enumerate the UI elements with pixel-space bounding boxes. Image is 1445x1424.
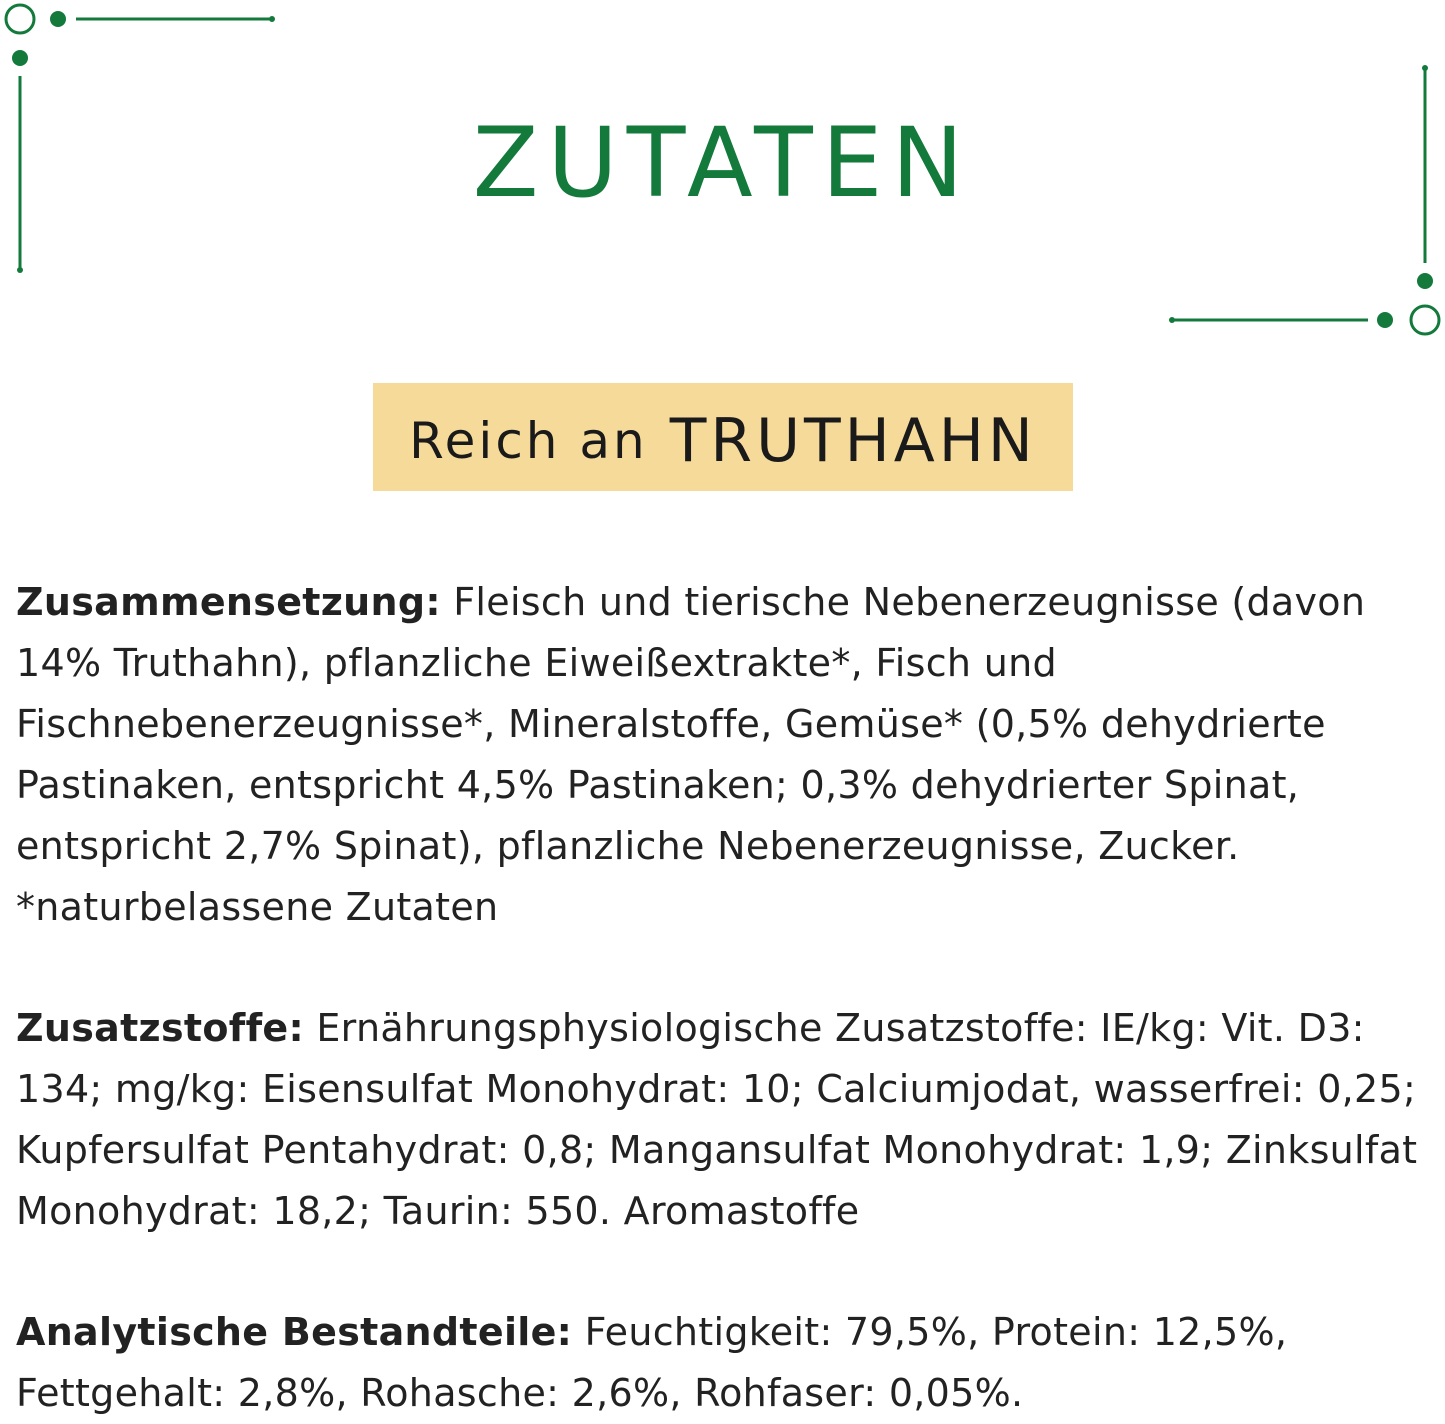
additives-text: Ernährungsphysiologische Zusatzstoffe: IE/kg: Vit. D3: 134; mg/kg: Eisensulfat Monohydrat: 10; Calciumjodat, wasserfrei: 0,25; Kupfersulfat Pentahydrat: 0,8; Mangansulfat Monohydrat: 1,9; Zinksulfat Monohydrat: 18,2; Taurin: 550. Aromastoffe [16, 1006, 1418, 1233]
composition-footnote: *naturbelassene Zutaten [16, 885, 499, 929]
analytical-section [16, 1302, 1431, 1424]
analytical-text: Feuchtigkeit: 79,5%, Protein: 12,5%, Fettgehalt: 2,8%, Rohasche: 2,6%, Rohfaser: 0,05%. [16, 1310, 1288, 1415]
composition-text: Fleisch und tierische Nebenerzeugnisse (davon 14% Truthahn), pflanzliche Eiweißextrakte*, Fisch und Fischnebenerzeugnisse*, Mineralstoffe, Gemüse* (0,5% dehydrierte Pastinaken, entspricht 4,5% Pastinaken; 0,3% dehydrierter Spinat, entspricht 2,7% Spinat), pflanzliche Nebenerzeugnisse, Zucker. [16, 580, 1366, 868]
analytical-label: Analytische Bestandteile: [16, 1310, 573, 1354]
highlight-main: TRUTHAHN [669, 406, 1037, 476]
composition-section [16, 572, 1431, 938]
highlight-banner [373, 383, 1073, 491]
additives-label: Zusatzstoffe: [16, 1006, 304, 1050]
additives-section [16, 998, 1431, 1242]
page-title: ZUTATEN [472, 107, 973, 219]
highlight-prefix: Reich an [409, 412, 648, 470]
composition-label: Zusammensetzung: [16, 580, 441, 624]
